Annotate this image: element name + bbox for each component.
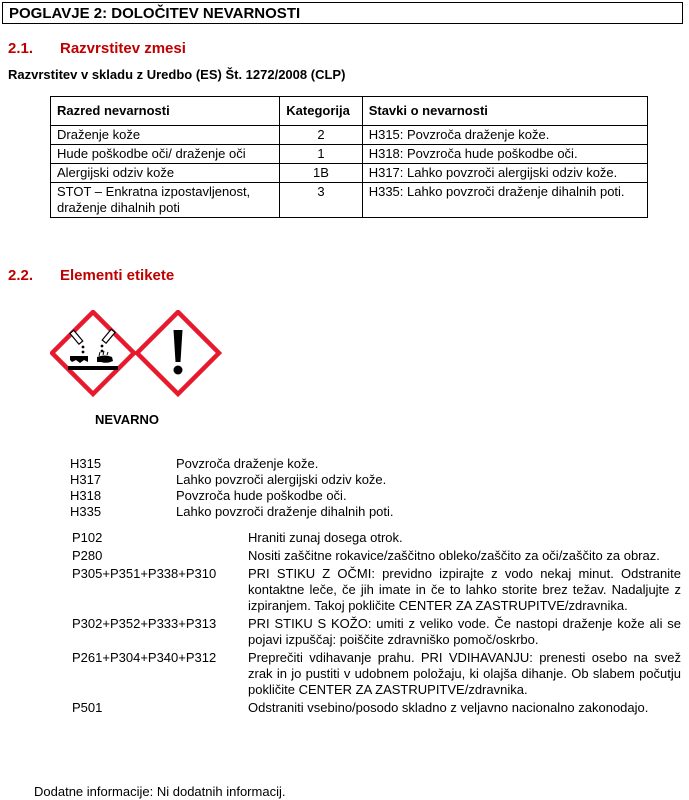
ghs-pictograms (50, 310, 222, 405)
p-text: PRI STIKU S KOŽO: umiti z veliko vode. Če nastopi draženje kože ali se pojavi izpuščaj: poiščite zdravniško pomoč/oskrbo. (248, 616, 681, 647)
corrosion-icon (52, 312, 134, 394)
exclamation-mark-icon (137, 312, 219, 394)
table-row (51, 126, 648, 145)
table-row (51, 145, 648, 164)
p-code: P302+P352+P333+P313 (72, 616, 217, 631)
hazard-classification-table (50, 96, 648, 218)
h-text: Povzroča draženje kože. (176, 456, 319, 471)
p-code: P501 (72, 700, 103, 715)
classification-heading: Razvrstitev v skladu z Uredbo (ES) Št. 1272/2008 (CLP) (8, 67, 346, 82)
p-text: Odstraniti vsebino/posodo skladno z veljavno nacionalno zakonodajo. (248, 700, 649, 715)
hazard-class-cell: Draženje kože (51, 126, 280, 145)
precautionary-statements-list (72, 530, 681, 718)
section-title: Razvrstitev zmesi (60, 40, 186, 57)
h-code: H317 (70, 472, 102, 487)
list-item (72, 616, 681, 648)
hazard-statements-list (70, 456, 394, 520)
p-text: PRI STIKU Z OČMI: previdno izpirajte z vodo nekaj minut. Odstranite kontaktne leče, če jih imate in če to lahko storite brez težav. Nadaljujte z izpiranjem. Takoj pokličite CENTER ZA ZASTRUPITVE/zdravnika. (248, 566, 681, 613)
column-header-category: Kategorija (280, 97, 362, 126)
h-code: H335 (70, 504, 102, 519)
hazard-statement-cell: H318: Povzroča hude poškodbe oči. (362, 145, 647, 164)
category-cell: 1 (280, 145, 362, 164)
hazard-class-cell: Hude poškodbe oči/ draženje oči (51, 145, 280, 164)
hazard-class-cell: Alergijski odziv kože (51, 164, 280, 183)
h-text: Povzroča hude poškodbe oči. (176, 488, 347, 503)
column-header-hazard-class: Razred nevarnosti (51, 97, 280, 126)
p-code: P280 (72, 548, 103, 563)
table-row (51, 164, 648, 183)
column-header-hazard-statements: Stavki o nevarnosti (362, 97, 647, 126)
p-code: P102 (72, 530, 103, 545)
list-item (70, 488, 394, 504)
list-item (70, 456, 394, 472)
table-row (51, 183, 648, 218)
hazard-statement-cell: H315: Povzroča draženje kože. (362, 126, 647, 145)
p-text: Nositi zaščitne rokavice/zaščitno obleko/zaščito za oči/zaščito za obraz. (248, 548, 660, 563)
list-item (72, 548, 681, 564)
list-item (72, 566, 681, 614)
section-number: 2.1. (8, 40, 34, 57)
h-text: Lahko povzroči alergijski odziv kože. (176, 472, 387, 487)
p-text: Hraniti zunaj dosega otrok. (248, 530, 403, 545)
section-number: 2.2. (8, 267, 34, 284)
category-cell: 3 (280, 183, 362, 218)
additional-information: Dodatne informacije: Ni dodatnih informacij. (34, 784, 286, 799)
hazard-statement-cell: H317: Lahko povzroči alergijski odziv kože. (362, 164, 647, 183)
category-cell: 1B (280, 164, 362, 183)
p-text: Preprečiti vdihavanje prahu. PRI VDIHAVANJU: prenesti osebo na svež zrak in jo pustiti v udobnem položaju, ki olajša dihanje. Ob slabem počutju pokličite CENTER ZA ZASTRUPITVE/zdravnika. (248, 650, 681, 697)
list-item (70, 504, 394, 520)
signal-word: NEVARNO (95, 412, 160, 427)
h-code: H318 (70, 488, 102, 503)
chapter-title: POGLAVJE 2: DOLOČITEV NEVARNOSTI (2, 2, 683, 24)
list-item (72, 650, 681, 698)
h-code: H315 (70, 456, 102, 471)
list-item (72, 700, 681, 716)
table-header-row (51, 97, 648, 126)
section-title: Elementi etikete (60, 267, 175, 284)
list-item (72, 530, 681, 546)
p-code: P305+P351+P338+P310 (72, 566, 217, 581)
category-cell: 2 (280, 126, 362, 145)
p-code: P261+P304+P340+P312 (72, 650, 217, 665)
list-item (70, 472, 394, 488)
hazard-statement-cell: H335: Lahko povzroči draženje dihalnih poti. (362, 183, 647, 218)
h-text: Lahko povzroči draženje dihalnih poti. (176, 504, 394, 519)
hazard-class-cell: STOT – Enkratna izpostavljenost, draženje dihalnih poti (51, 183, 280, 218)
